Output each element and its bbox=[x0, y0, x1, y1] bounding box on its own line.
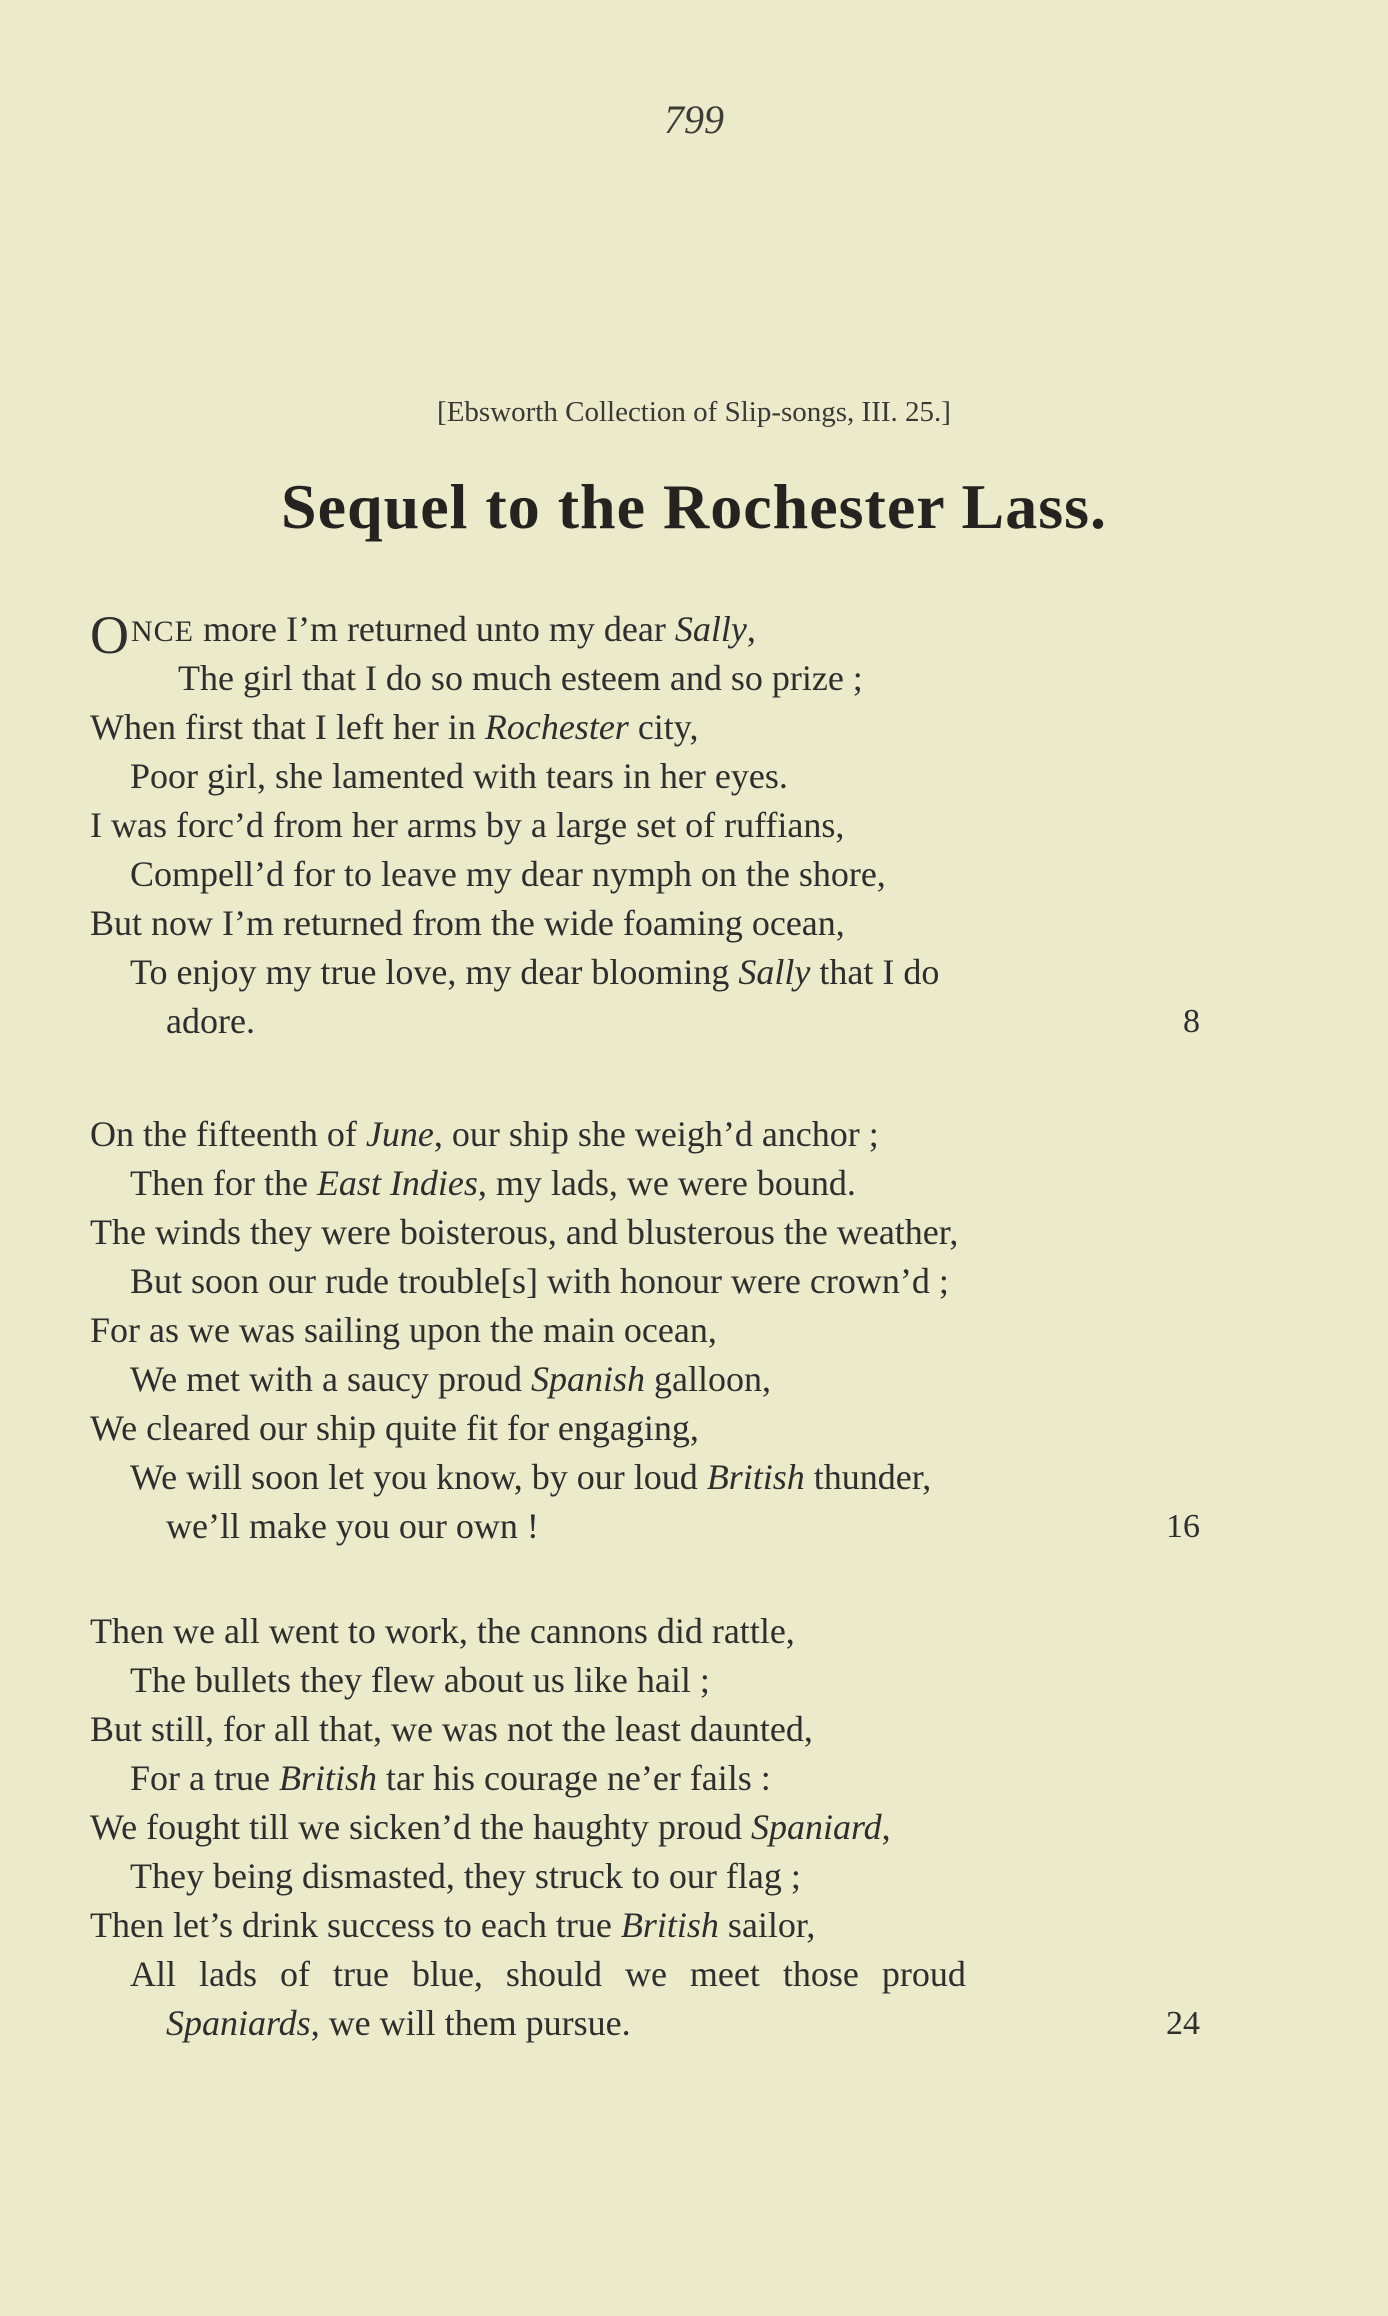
verse-line: we’ll make you our own ! 16 bbox=[90, 1502, 1200, 1551]
verse-line: When first that I left her in Rochester city, bbox=[90, 707, 699, 747]
verse-line: Compell’d for to leave my dear nymph on the shore, bbox=[130, 854, 886, 894]
source-citation: [Ebsworth Collection of Slip-songs, III. 25.] bbox=[437, 396, 951, 428]
line-number: 16 bbox=[1166, 1508, 1200, 1545]
drop-cap: O bbox=[90, 605, 129, 665]
verse-line: Then for the East Indies, my lads, we were bound. bbox=[130, 1163, 856, 1203]
stanza-1 bbox=[90, 605, 1200, 1046]
verse-line: ONCE more I’m returned unto my dear Sally, bbox=[90, 605, 756, 665]
verse-line: The bullets they flew about us like hail ; bbox=[130, 1660, 710, 1700]
verse-line: adore. 8 bbox=[90, 997, 1200, 1046]
verse-line: We will soon let you know, by our loud British thunder, bbox=[130, 1457, 932, 1497]
verse-line: To enjoy my true love, my dear blooming Sally that I do bbox=[130, 952, 940, 992]
verse-line: Poor girl, she lamented with tears in her eyes. bbox=[130, 756, 788, 796]
verse-line: The winds they were boisterous, and blusterous the weather, bbox=[90, 1212, 959, 1252]
verse-line: For as we was sailing upon the main ocean, bbox=[90, 1310, 717, 1350]
verse-line: Then we all went to work, the cannons did rattle, bbox=[90, 1611, 795, 1651]
stanza-2 bbox=[90, 1110, 1200, 1551]
stanza-3 bbox=[90, 1607, 1200, 2048]
verse-line: We fought till we sicken’d the haughty proud Spaniard, bbox=[90, 1807, 891, 1847]
verse-line: But now I’m returned from the wide foaming ocean, bbox=[90, 903, 845, 943]
verse-line: For a true British tar his courage ne’er fails : bbox=[130, 1758, 771, 1798]
verse-line: On the fifteenth of June, our ship she weigh’d anchor ; bbox=[90, 1114, 879, 1154]
verse-line: The girl that I do so much esteem and so prize ; bbox=[178, 658, 863, 698]
verse-line: They being dismasted, they struck to our flag ; bbox=[130, 1856, 801, 1896]
page-number: 799 bbox=[664, 97, 724, 142]
verse-line: All lads of true blue, should we meet those proud bbox=[130, 1954, 966, 1994]
verse-line: But still, for all that, we was not the least daunted, bbox=[90, 1709, 813, 1749]
verse-line: Then let’s drink success to each true British sailor, bbox=[90, 1905, 816, 1945]
line-number: 8 bbox=[1183, 1003, 1200, 1040]
line-number: 24 bbox=[1166, 2005, 1200, 2042]
verse-line: But soon our rude trouble[s] with honour were crown’d ; bbox=[130, 1261, 949, 1301]
verse-line: We cleared our ship quite fit for engaging, bbox=[90, 1408, 699, 1448]
song-title: Sequel to the Rochester Lass. bbox=[281, 471, 1107, 542]
verse-line: We met with a saucy proud Spanish galloon, bbox=[130, 1359, 771, 1399]
verse-line: I was forc’d from her arms by a large set of ruffians, bbox=[90, 805, 845, 845]
verse-line: Spaniards, we will them pursue. 24 bbox=[90, 1999, 1200, 2048]
